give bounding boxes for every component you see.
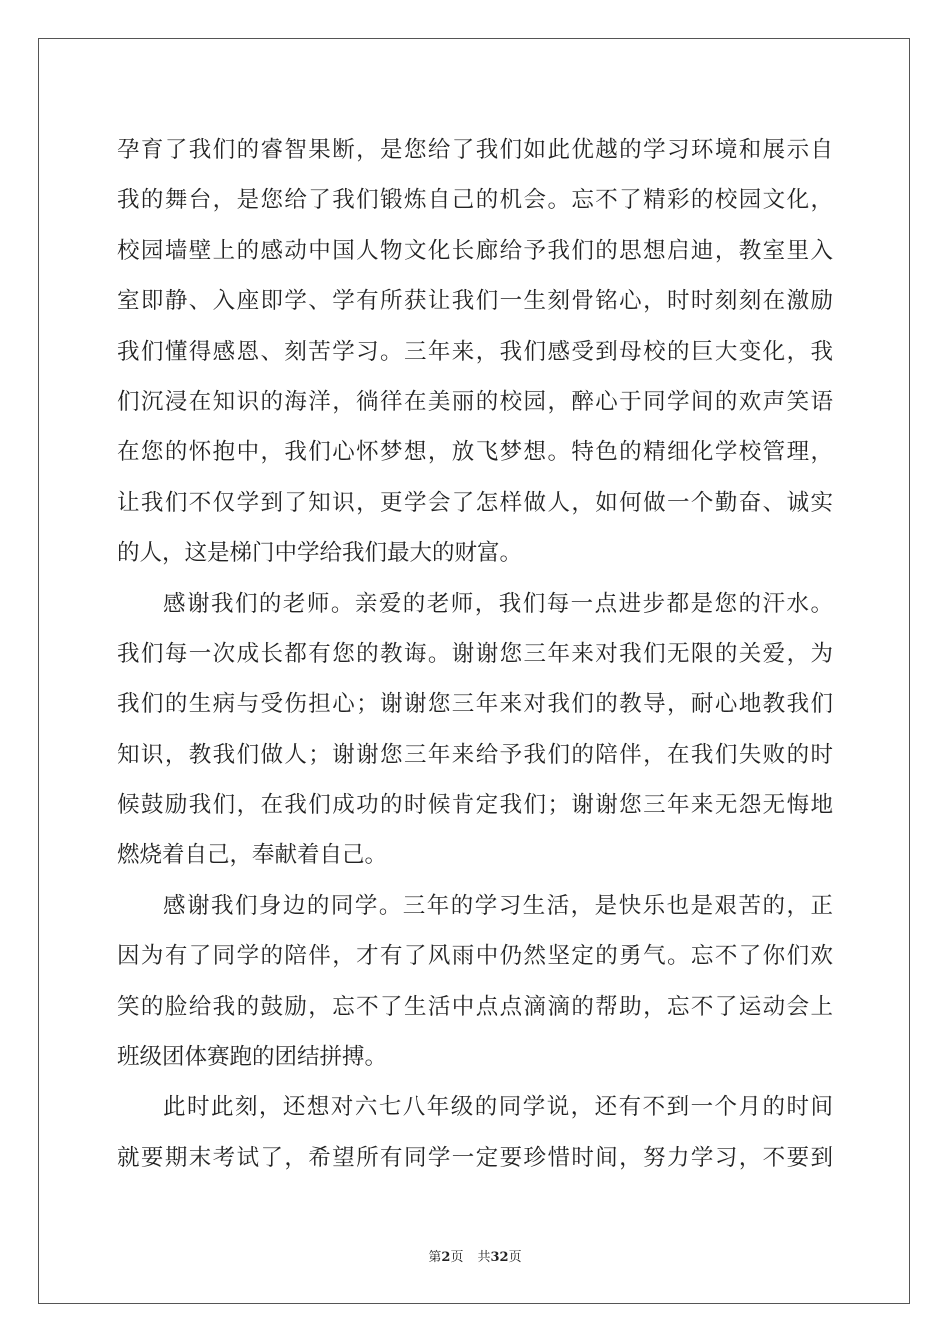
text-line: 孕育了我们的睿智果断，是您给了我们如此优越的学习环境和展示自 (117, 137, 833, 163)
footer-page-number: 2 (441, 1250, 451, 1265)
footer-page-suffix: 页 (450, 1250, 464, 1265)
text-line: 就要期末考试了，希望所有同学一定要珍惜时间，努力学习，不要到 (117, 1144, 833, 1171)
paragraph (117, 1082, 833, 1183)
document-body (117, 125, 833, 1183)
footer-total-suffix: 页 (508, 1250, 522, 1265)
text-line: 我们的生病与受伤担心；谢谢您三年来对我们的教导，耐心地教我们 (117, 691, 833, 718)
text-line: 笑的脸给我的鼓励，忘不了生活中点点滴滴的帮助，忘不了运动会上 (117, 993, 833, 1020)
text-line: 知识，教我们做人；谢谢您三年来给予我们的陪伴，在我们失败的时 (117, 741, 833, 768)
text-line: 我们懂得感恩、刻苦学习。三年来，我们感受到母校的巨大变化，我 (117, 338, 833, 365)
paragraph (117, 125, 833, 579)
page-footer (0, 1246, 950, 1265)
text-line: 的人，这是梯门中学给我们最大的财富。 (117, 540, 523, 567)
text-line: 燃烧着自己，奉献着自己。 (117, 842, 388, 869)
text-line: 候鼓励我们，在我们成功的时候肯定我们；谢谢您三年来无怨无悔地 (117, 792, 833, 819)
text-line: 我们每一次成长都有您的教诲。谢谢您三年来对我们无限的关爱，为 (117, 640, 833, 667)
text-line: 校园墙壁上的感动中国人物文化长廊给予我们的思想启迪，教室里入 (117, 237, 833, 264)
text-line: 此时此刻，还想对六七八年级的同学说，还有不到一个月的时间 (163, 1094, 833, 1121)
text-line: 因为有了同学的陪伴，才有了风雨中仍然坚定的勇气。忘不了你们欢 (117, 943, 833, 970)
footer-page-prefix: 第 (428, 1250, 442, 1265)
text-line: 室即静、入座即学、学有所获让我们一生刻骨铭心，时时刻刻在激励 (117, 288, 833, 315)
text-line: 让我们不仅学到了知识，更学会了怎样做人，如何做一个勤奋、诚实 (117, 489, 833, 516)
text-line: 班级团体赛跑的团结拼搏。 (117, 1044, 388, 1071)
text-line: 们沉浸在知识的海洋，徜徉在美丽的校园，醉心于同学间的欢声笑语 (117, 388, 833, 415)
footer-total-prefix: 共 (477, 1250, 491, 1265)
paragraph (117, 579, 833, 881)
paragraph (117, 881, 833, 1083)
footer-total-pages: 32 (490, 1250, 509, 1265)
text-line: 感谢我们身边的同学。三年的学习生活，是快乐也是艰苦的，正 (163, 892, 833, 919)
text-line: 我的舞台，是您给了我们锻炼自己的机会。忘不了精彩的校园文化， (117, 187, 833, 214)
text-line: 感谢我们的老师。亲爱的老师，我们每一点进步都是您的汗水。 (163, 590, 833, 617)
text-line: 在您的怀抱中，我们心怀梦想，放飞梦想。特色的精细化学校管理， (117, 439, 833, 466)
